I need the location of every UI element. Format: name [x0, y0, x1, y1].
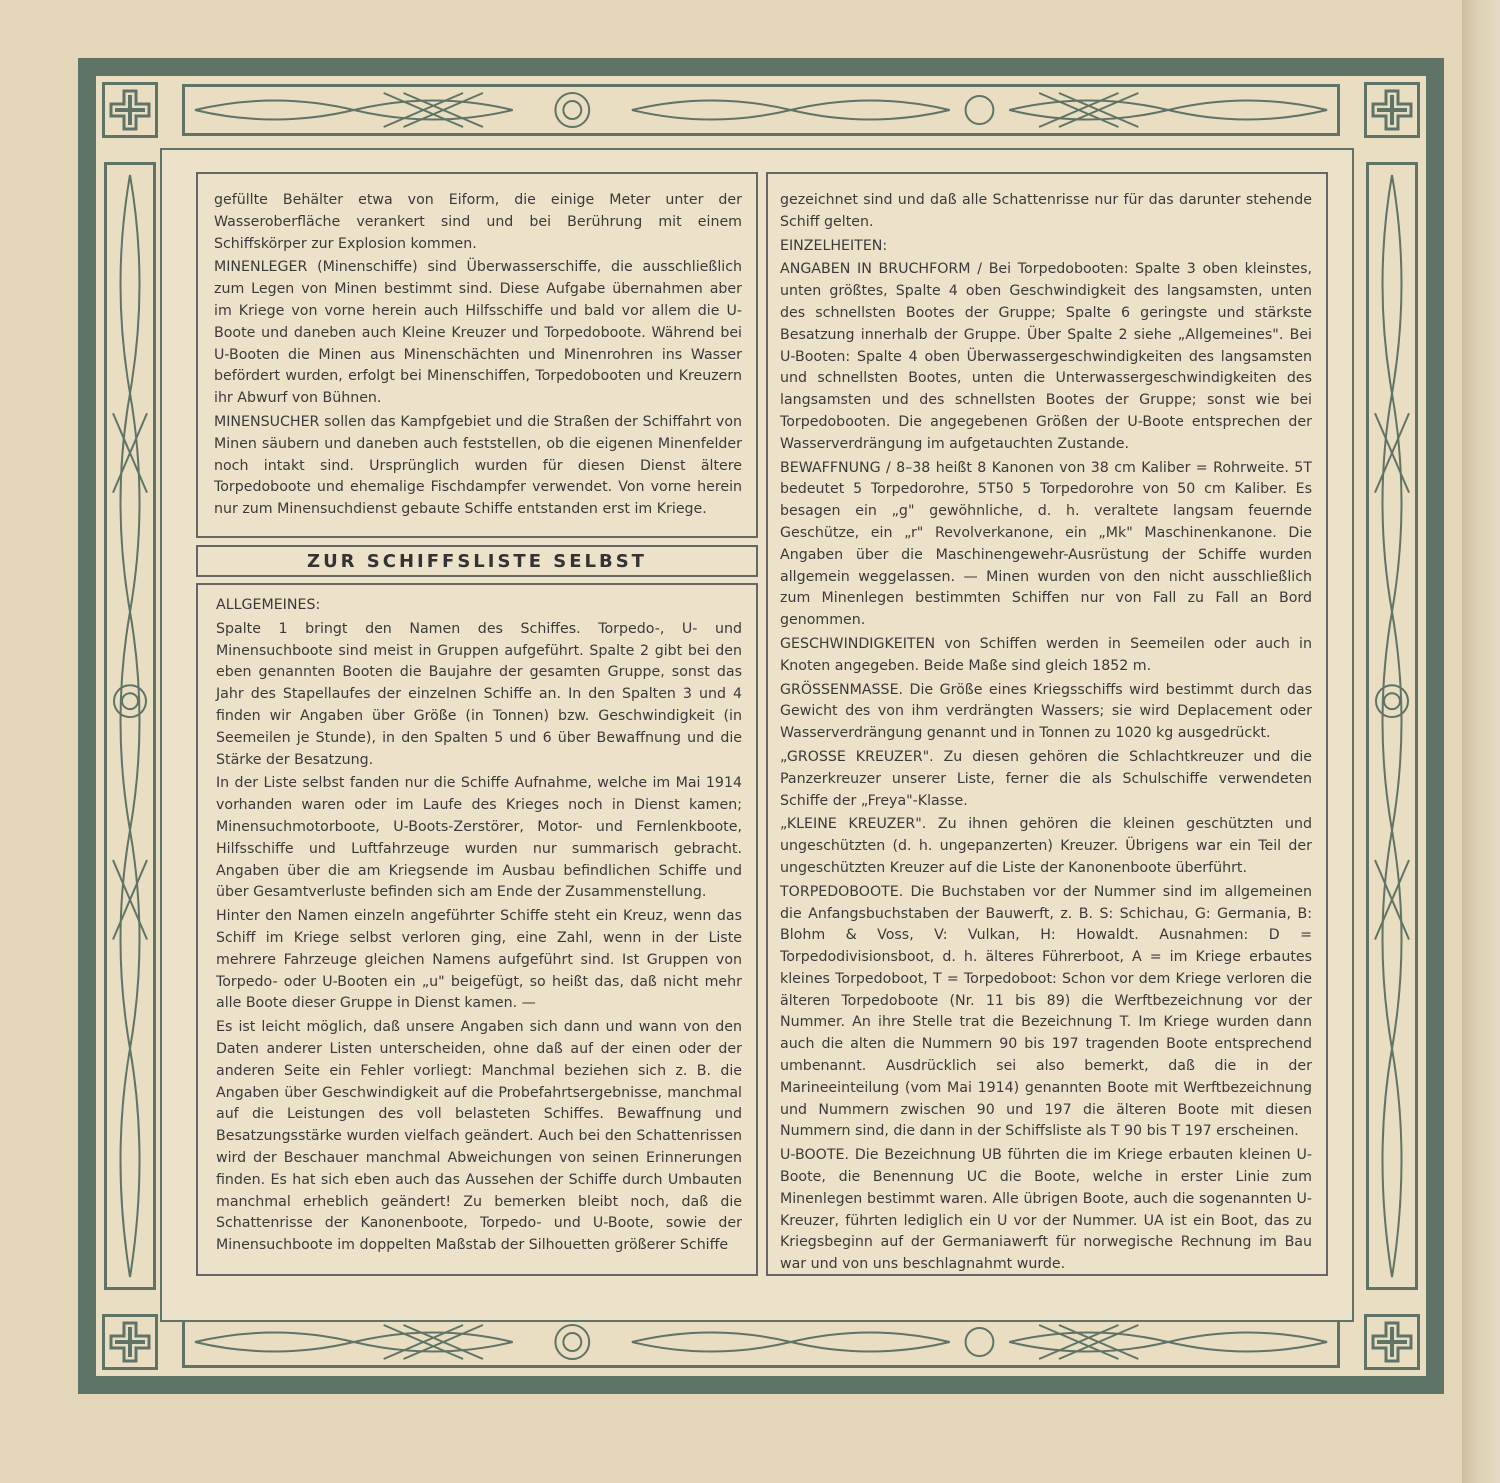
paragraph: ALLGEMEINES: — [216, 597, 321, 613]
paragraph: MINENLEGER (Minenschiffe) sind Überwasserschiffe, die ausschließlich zum Legen von Minen bestimmt sind. Diese Aufgabe übernahmen aber im Kriege von vorne herein auch Hilfsschiffe und bald vor allem die U-Boote und daneben auch Kleine Kreuzer und Torpedoboote. Während bei U-Booten die Minen aus Minenschächten und Minenrohren ins Wasser befördert wurden, erfolgt bei Minenschiffen, Torpedobooten und Kreuzern ihr Abwurf von Bühnen. — [214, 259, 742, 407]
paragraph: gezeichnet sind und daß alle Schattenrisse nur für das darunter stehende Schiff gelten. — [780, 192, 1312, 230]
paragraph: In der Liste selbst fanden nur die Schiffe Aufnahme, welche im Mai 1914 vorhanden waren oder im Laufe des Krieges noch in Dienst kamen; Minensuchmotorboote, U-Boots-Zerstörer, Motor- und Fernlenkboote, Hilfsschiffe und Luftfahrzeuge wurden nur summarisch gebracht. Angaben über die am Kriegsende im Ausbau befindlichen Schiffe und über Gesamtverluste befinden sich am Ende der Zusammenstellung. — [216, 775, 742, 901]
paragraph: Hinter den Namen einzeln angeführter Schiffe steht ein Kreuz, wenn das Schiff im Kriege selbst verloren ging, eine Zahl, wenn in der Liste mehrere Fahrzeuge gleichen Namens aufgeführt sind. Ist Gruppen von Torpedo- oder U-Booten ein „u" beigefügt, so heißt das, daß nicht mehr alle Boote dieser Gruppe in Dienst kamen. — — [216, 908, 742, 1012]
text-panel — [160, 148, 1354, 1322]
top-laurel-band — [182, 84, 1340, 136]
section-title: ZUR SCHIFFSLISTE SELBST — [196, 545, 758, 577]
paragraph: „KLEINE KREUZER". Zu ihnen gehören die kleinen geschützten und ungeschützten (d. h. ungepanzerten) Kreuzer. Übrigens war ein Teil der ungeschützten Kreuzer auf die Liste der Kanonenboote überführt. — [780, 816, 1312, 876]
left-oak-leaf-band — [104, 162, 156, 1290]
paragraph: TORPEDOBOOTE. Die Buchstaben vor der Nummer sind im allgemeinen die Anfangsbuchstaben der Bauwerft, z. B. S: Schichau, G: Germania, B: Blohm & Voss, V: Vulkan, H: Howaldt. Ausnahmen: D = Torpedodivisionsboot, d. h. älteres Führerboot, A = im Kriege erbautes kleines Torpedoboot, T = Torpedoboot: Schon vor dem Kriege verloren die älteren Torpedoboote (Nr. 11 bis 89) die Werftbezeichnung vor der Nummer. An ihre Stelle trat die Bezeichnung T. Im Kriege wurden dann auch die alten die Nummern 90 bis 197 tragenden Boote entsprechend umbenannt. Ausdrücklich sei also bemerkt, daß die in der Marineeinteilung (vom Mai 1914) genannten Boote mit Werftbezeichnung und Nummern zwischen 90 und 197 die älteren Boote mit diesen Nummern sind, die dann in der Schiffsliste als T 90 bis T 197 erscheinen. — [780, 883, 1312, 1140]
paragraph: gefüllte Behälter etwa von Eiform, die einige Meter unter der Wasseroberfläche verankert sind und bei Berührung mit einem Schiffskörper zur Explosion kommen. — [214, 192, 742, 252]
right-column — [766, 172, 1328, 1276]
paragraph: Es ist leicht möglich, daß unsere Angaben sich dann und wann von den Daten anderer Listen unterscheiden, ohne daß auf der einen oder der anderen Seite ein Fehler vorliegt: Manchmal beziehen sich z. B. die Angaben über Geschwindigkeit auf die Probefahrtsergebnisse, manchmal auf die Leistungen des voll belasteten Schiffes. Bewaffnung und Besatzungsstärke wurden vielfach geändert. Auch bei den Schattenrissen wird der Beschauer manchmal Abweichungen von seinen Erinnerungen finden. Es hat sich eben auch das Aussehen der Schiffe durch Umbauten manchmal erheblich geändert! Zu bemerken bleibt noch, daß die Schattenrisse der Kanonenboote, Torpedo- und U-Boote, sowie der Minensuchboote im doppelten Maßstab der Silhouetten größerer Schiffe — [216, 1019, 742, 1254]
left-bottom-column — [196, 583, 758, 1276]
paragraph: GESCHWINDIGKEITEN von Schiffen werden in Seemeilen oder auch in Knoten angegeben. Beide Maße sind gleich 1852 m. — [780, 635, 1312, 674]
paragraph: ANGABEN IN BRUCHFORM / Bei Torpedobooten: Spalte 3 oben kleinstes, unten größtes, Spalte 4 oben Geschwindigkeit des langsamsten, unten des schnellsten Bootes der Gruppe; Spalte 6 geringste und stärkste Besatzung innerhalb der Gruppe. Über Spalte 2 siehe „Allgemeines". Bei U-Booten: Spalte 4 oben Überwassergeschwindigkeiten des langsamsten und schnellsten Bootes, unten die Unterwassergeschwindigkeiten des langsamsten und des schnellsten Bootes der Gruppe; sonst wie bei Torpedobooten. Die angegebenen Größen der U-Boote entsprechen der Wasserverdrängung im aufgetauchten Zustande. — [780, 261, 1312, 452]
iron-cross-icon — [1364, 1314, 1420, 1370]
iron-cross-icon — [102, 82, 158, 138]
bottom-laurel-band — [182, 1316, 1340, 1368]
paragraph: U-BOOTE. Die Bezeichnung UB führten die im Kriege erbauten kleinen U-Boote, die Benennung UC die Boote, welche in erster Linie zum Minenlegen bestimmt waren. Alle übrigen Boote, auch die sogenannten U-Kreuzer, führten lediglich ein U vor der Nummer. UA ist ein Boot, das zu Kriegsbeginn auf der Germaniawerft für norwegische Rechnung im Bau war und von uns beschlagnahmt wurde. — [780, 1147, 1312, 1273]
paragraph: GRÖSSENMASSE. Die Größe eines Kriegsschiffs wird bestimmt durch das Gewicht des von ihm verdrängten Wassers; sie wird Deplacement oder Wasserverdrängung genannt und in Tonnen zu 1020 kg ausgedrückt. — [780, 681, 1312, 742]
iron-cross-icon — [102, 1314, 158, 1370]
right-oak-leaf-band — [1366, 162, 1418, 1290]
page-edge — [1462, 0, 1500, 1483]
paragraph: EINZELHEITEN: — [780, 237, 888, 254]
paragraph: Spalte 1 bringt den Namen des Schiffes. Torpedo-, U- und Minensuchboote sind meist in Gruppen aufgeführt. Spalte 2 gibt bei den eben genannten Booten die Baujahre der gesamten Gruppe, sonst das Jahr des Stapellaufes der einzelnen Schiffe an. In den Spalten 3 und 4 finden wir Angaben über Größe (in Tonnen) bzw. Geschwindigkeit (in Seemeilen je Stunde), in den Spalten 5 und 6 über Bewaffnung und die Stärke der Besatzung. — [216, 620, 742, 768]
left-top-column — [196, 172, 758, 538]
iron-cross-icon — [1364, 82, 1420, 138]
paragraph: MINENSUCHER sollen das Kampfgebiet und die Straßen der Schiffahrt von Minen säubern und daneben auch feststellen, ob die eigenen Minenfelder noch intakt sind. Ursprünglich wurden für diesen Dienst ältere Torpedoboote und ehemalige Fischdampfer verwendet. Von vorne herein nur zum Minensuchdienst gebaute Schiffe entstanden erst im Kriege. — [214, 413, 742, 518]
paragraph: BEWAFFNUNG / 8–38 heißt 8 Kanonen von 38 cm Kaliber = Rohrweite. 5T bedeutet 5 Torpedorohre, 5T50 5 Torpedorohre von 50 cm Kaliber. Es besagen ein „g" gewöhnliche, d. h. veraltete langsam feuernde Geschütze, ein „r" Revolverkanone, ein „Mk" Maschinenkanone. Die Angaben über die Maschinengewehr-Ausrüstung der Schiffe wurden allgemein weggelassen. — Minen wurden von den nicht ausschließlich zum Minenlegen bestimmten Schiffen nur von Fall zu Fall an Bord genommen. — [780, 459, 1312, 629]
paragraph: „GROSSE KREUZER". Zu diesen gehören die Schlachtkreuzer und die Panzerkreuzer unserer Liste, ferner die als Schulschiffe verwendeten Schiffe der „Freya"-Klasse. — [780, 748, 1312, 809]
